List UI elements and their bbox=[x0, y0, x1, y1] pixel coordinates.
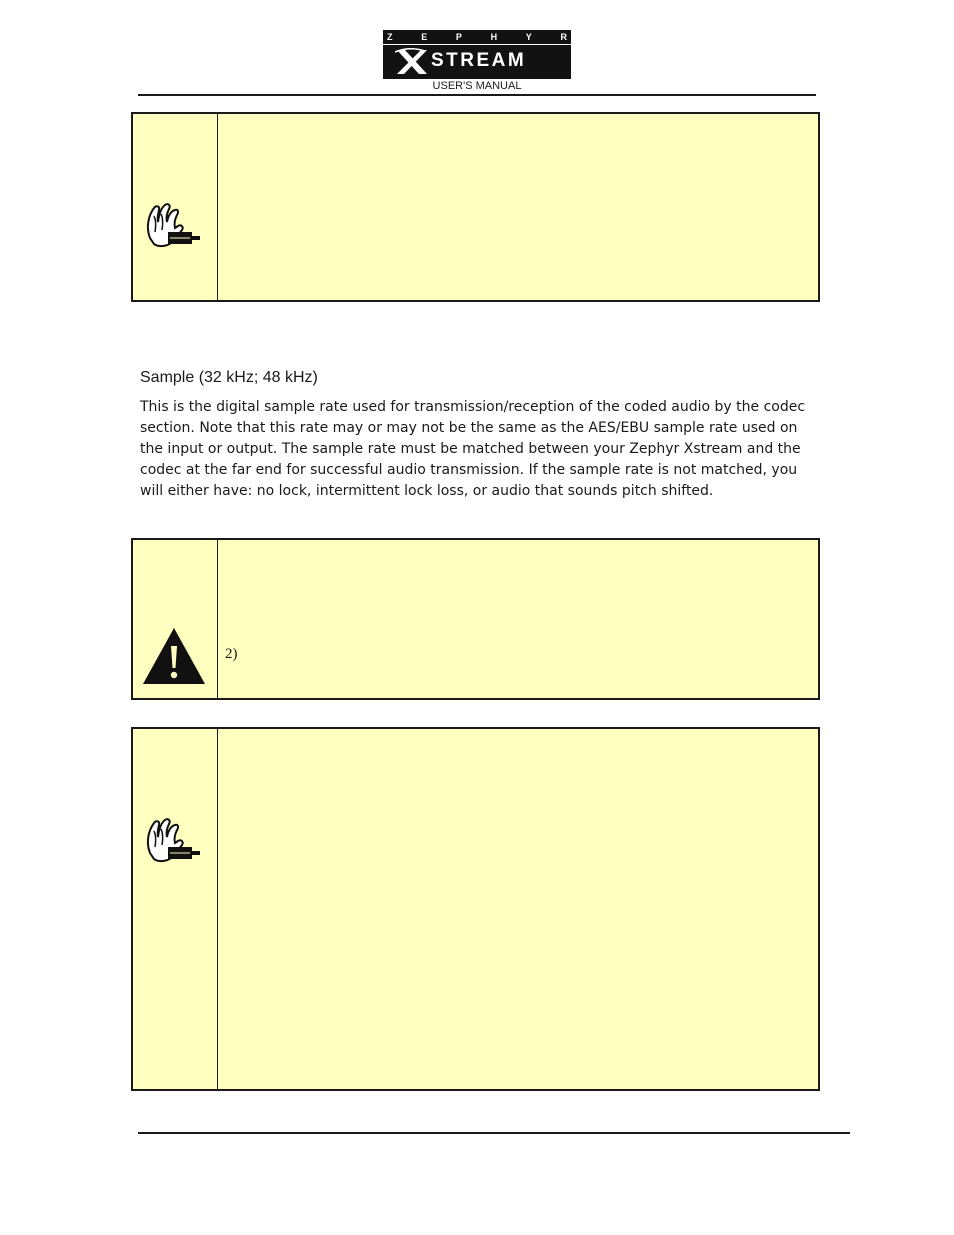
zephyr-xstream-logo bbox=[383, 30, 571, 79]
logo-x-mark-icon bbox=[395, 48, 429, 76]
warning-box bbox=[131, 538, 820, 700]
section-body-text: This is the digital sample rate used for transmission/reception of the coded audio by the codec section. Note that this rate may or may not be the same as the AES/EBU sample rate used on the input or output. The sample rate must be matched between your Zephyr Xstream and the codec at the far end for successful audio transmission. If the sample rate is not matched, you will either have: no lock, intermittent lock loss, or audio that sounds pitch shifted. bbox=[140, 399, 806, 499]
section-heading: Sample (32 kHz; 48 kHz) bbox=[140, 369, 318, 386]
logo-letter: E bbox=[421, 32, 428, 42]
logo-top-letters bbox=[383, 30, 571, 44]
warning-text: 2) bbox=[225, 646, 238, 662]
logo-letter: Z bbox=[387, 32, 393, 42]
manual-subtitle: USER'S MANUAL bbox=[432, 80, 522, 92]
note-box bbox=[131, 112, 820, 302]
note-box-divider bbox=[217, 114, 218, 300]
hand-note-icon bbox=[144, 202, 202, 250]
logo-letter: P bbox=[455, 32, 462, 42]
note-box bbox=[131, 727, 820, 1091]
logo-letter: R bbox=[560, 32, 567, 42]
logo-letter: H bbox=[490, 32, 498, 42]
logo-word: STREAM bbox=[431, 50, 527, 71]
logo-separator-line bbox=[383, 44, 571, 45]
logo-letter: Y bbox=[525, 32, 532, 42]
header-rule bbox=[138, 94, 816, 96]
warning-icon bbox=[141, 626, 207, 686]
footer-rule bbox=[138, 1132, 850, 1134]
note-box-divider bbox=[217, 540, 218, 698]
note-box-divider bbox=[217, 729, 218, 1089]
hand-note-icon bbox=[144, 817, 202, 865]
